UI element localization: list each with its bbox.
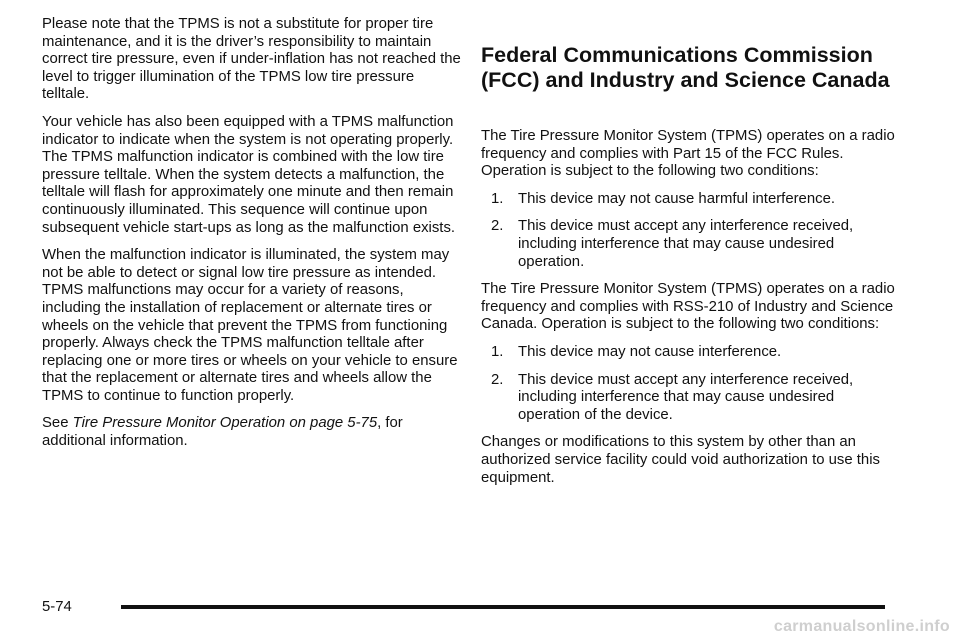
list-text: This device must accept any interference received, including interference that may cause undesired operation of the device. bbox=[518, 371, 854, 423]
fcc-conditions-list bbox=[481, 191, 899, 271]
section-heading-wrap bbox=[481, 43, 899, 93]
list-number: 1. bbox=[491, 190, 504, 207]
list-item bbox=[491, 344, 899, 362]
right-column bbox=[481, 128, 899, 497]
paragraph-changes-warning: Changes or modifications to this system by other than an authorized service facility could void authorization to use this equipment. bbox=[481, 434, 880, 486]
list-item bbox=[491, 218, 899, 271]
list-text: This device may not cause harmful interference. bbox=[518, 190, 835, 207]
see-suffix: , for additional information. bbox=[42, 415, 403, 450]
list-item bbox=[491, 191, 899, 209]
watermark: carmanualsonline.info bbox=[773, 618, 950, 635]
list-number: 1. bbox=[491, 343, 504, 360]
section-heading: Federal Communications Commission (FCC) and Industry and Science Canada bbox=[481, 43, 890, 92]
list-text: This device may not cause interference. bbox=[518, 343, 782, 360]
paragraph-see-reference bbox=[42, 415, 462, 450]
paragraph-malfunction-illuminated: When the malfunction indicator is illuminated, the system may not be able to detect or signal low tire pressure as intended. TPMS malfunctions may occur for a variety of reasons, including the installation of replacement or alternate tires or wheels on the vehicle that prevent the TPMS from functioning properly. Always check the TPMS malfunction telltale after replacing one or more tires or wheels on your vehicle to ensure that the replacement or alternate tires and wheels allow the TPMS to continue to function properly. bbox=[42, 247, 458, 404]
left-column bbox=[42, 16, 462, 461]
paragraph-fcc: The Tire Pressure Monitor System (TPMS) operates on a radio frequency and complies with Part 15 of the FCC Rules. Operation is subject to the following two conditions: bbox=[481, 128, 895, 180]
list-item bbox=[491, 372, 899, 425]
paragraph-tpms-note: Please note that the TPMS is not a substitute for proper tire maintenance, and it is the driver’s responsibility to maintain correct tire pressure, even if under-inflation has not reached the level to trigger illumination of the TPMS low tire pressure telltale. bbox=[42, 16, 461, 103]
footer-rule bbox=[121, 605, 885, 609]
cross-reference-link[interactable]: Tire Pressure Monitor Operation on page 5-75 bbox=[72, 415, 378, 432]
list-text: This device must accept any interference received, including interference that may cause undesired operation. bbox=[518, 218, 854, 270]
paragraph-malfunction-indicator: Your vehicle has also been equipped with a TPMS malfunction indicator to indicate when the system is not operating properly. The TPMS malfunction indicator is combined with the low tire pressure telltale. When the system detects a malfunction, the telltale will flash for approximately one minute and then remain continuously illuminated. This sequence will continue upon subsequent vehicle start-ups as long as the malfunction exists. bbox=[42, 113, 456, 236]
see-prefix: See bbox=[42, 415, 73, 432]
paragraph-industry-canada: The Tire Pressure Monitor System (TPMS) operates on a radio frequency and complies with RSS-210 of Industry and Science Canada. Operation is subject to the following two conditions: bbox=[481, 281, 895, 333]
canada-conditions-list bbox=[481, 344, 899, 424]
list-number: 2. bbox=[491, 218, 504, 235]
page-number: 5-74 bbox=[42, 599, 72, 615]
list-number: 2. bbox=[491, 371, 504, 388]
